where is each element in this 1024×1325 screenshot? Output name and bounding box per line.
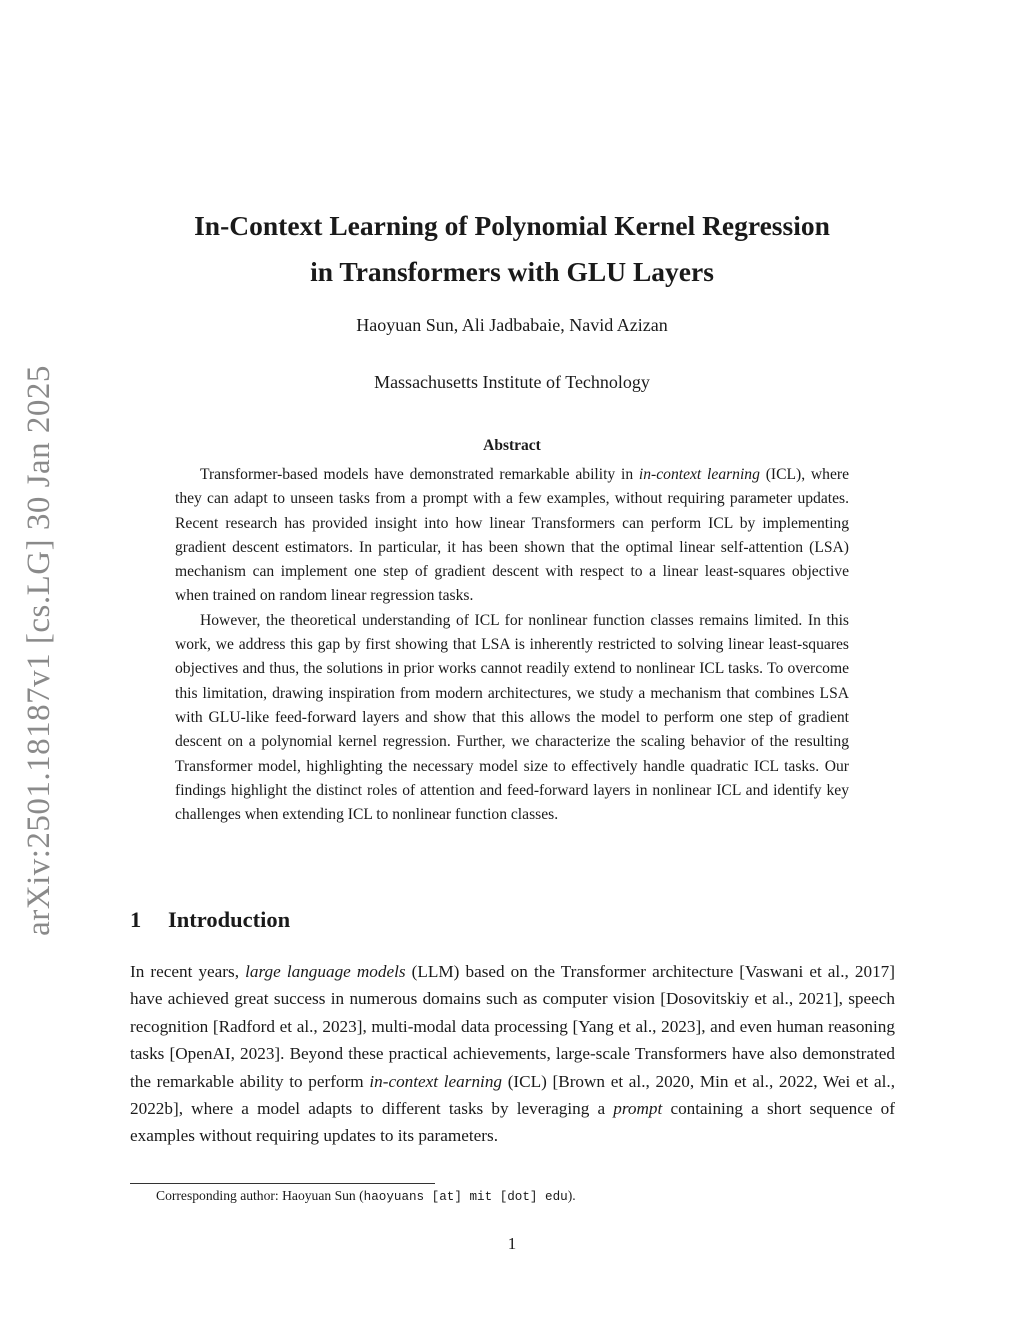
section-title: Introduction <box>168 907 291 932</box>
page-number: 1 <box>507 1234 517 1253</box>
intro-paragraph-1 <box>130 958 895 1150</box>
abstract-p1-text-continued: (ICL), where they can adapt to unseen tasks from a prompt with a few examples, without requiring parameter updates. Recent research has provided insight into how linear Transformers can perform ICL by implementing gradient descent estimators. In particular, it has been shown that the optimal linear self-attention (LSA) mechanism can implement one step of gradient descent with respect to a linear least-squares objective when trained on random linear regression tasks. <box>175 466 849 605</box>
footnote <box>156 1186 576 1207</box>
abstract-paragraph-2: However, the theoretical understanding of ICL for nonlinear function classes remains limited. In this work, we address this gap by first showing that LSA is inherently restricted to solving linear least-squares objectives and thus, the solutions in prior works cannot readily extend to nonlinear ICL tasks. To overcome this limitation, drawing inspiration from modern architectures, we study a mechanism that combines LSA with GLU-like feed-forward layers and show that this allows the model to perform one step of gradient descent on a polynomial kernel regression. Further, we characterize the scaling behavior of the resulting Transformer model, highlighting the necessary model size to effectively handle quadratic ICL tasks. Our findings highlight the distinct roles of attention and feed-forward layers in nonlinear ICL and identify key challenges when extending ICL to nonlinear function classes. <box>175 611 849 824</box>
intro-text: In recent years, <box>130 962 246 981</box>
author-list: Haoyuan Sun, Ali Jadbabaie, Navid Azizan <box>356 315 668 335</box>
intro-emphasis-prompt: prompt <box>613 1099 663 1119</box>
intro-emphasis-icl: in-context learning <box>369 1071 503 1091</box>
paper-title-line-2: in Transformers with GLU Layers <box>310 256 714 287</box>
affiliation: Massachusetts Institute of Technology <box>374 372 650 392</box>
footnote-text: Corresponding author: Haoyuan Sun ( <box>156 1188 364 1203</box>
footnote-close: ). <box>567 1188 576 1203</box>
intro-emphasis-llm: large language models <box>245 962 406 981</box>
introduction-body <box>130 958 895 1150</box>
footnote-rule <box>130 1183 435 1184</box>
abstract-p1-text: Transformer-based models have demonstrated remarkable ability in <box>200 466 639 483</box>
arxiv-identifier-text: arXiv:2501.18187v1 [cs.LG] 30 Jan 2025 <box>20 364 57 936</box>
intro-text: (ICL) [Brown et al., 2020, Min et al., 2022, Wei et al., 2022b], where a model adapts to different tasks by leveraging a <box>130 1071 895 1119</box>
paper-title-line-1: In-Context Learning of Polynomial Kernel Regression <box>194 210 830 241</box>
intro-text: (LLM) based on the Transformer architecture [Vaswani et al., 2017] have achieved great success in numerous domains such as computer vision [Dosovitskiy et al., 2021], speech recognition [Radford et al., 2023], multi-modal data processing [Yang et al., 2023], and even human reasoning tasks [OpenAI, 2023]. Beyond these practical achievements, large-scale Transformers have also demonstrated the remarkable ability to perform <box>130 962 895 1091</box>
paper-title <box>115 203 909 295</box>
footnote-email: haoyuans [at] mit [dot] edu <box>363 1190 568 1204</box>
abstract-paragraph-1 <box>175 463 849 609</box>
intro-text: containing a short sequence of examples without requiring updates to its parameters. <box>130 1099 895 1146</box>
section-heading-introduction <box>130 907 290 933</box>
section-number: 1 <box>130 907 142 932</box>
abstract-heading: Abstract <box>483 437 541 454</box>
abstract-body <box>175 463 849 827</box>
arxiv-identifier-stamp <box>20 360 58 940</box>
abstract-p1-emphasis: in-context learning <box>638 466 760 483</box>
